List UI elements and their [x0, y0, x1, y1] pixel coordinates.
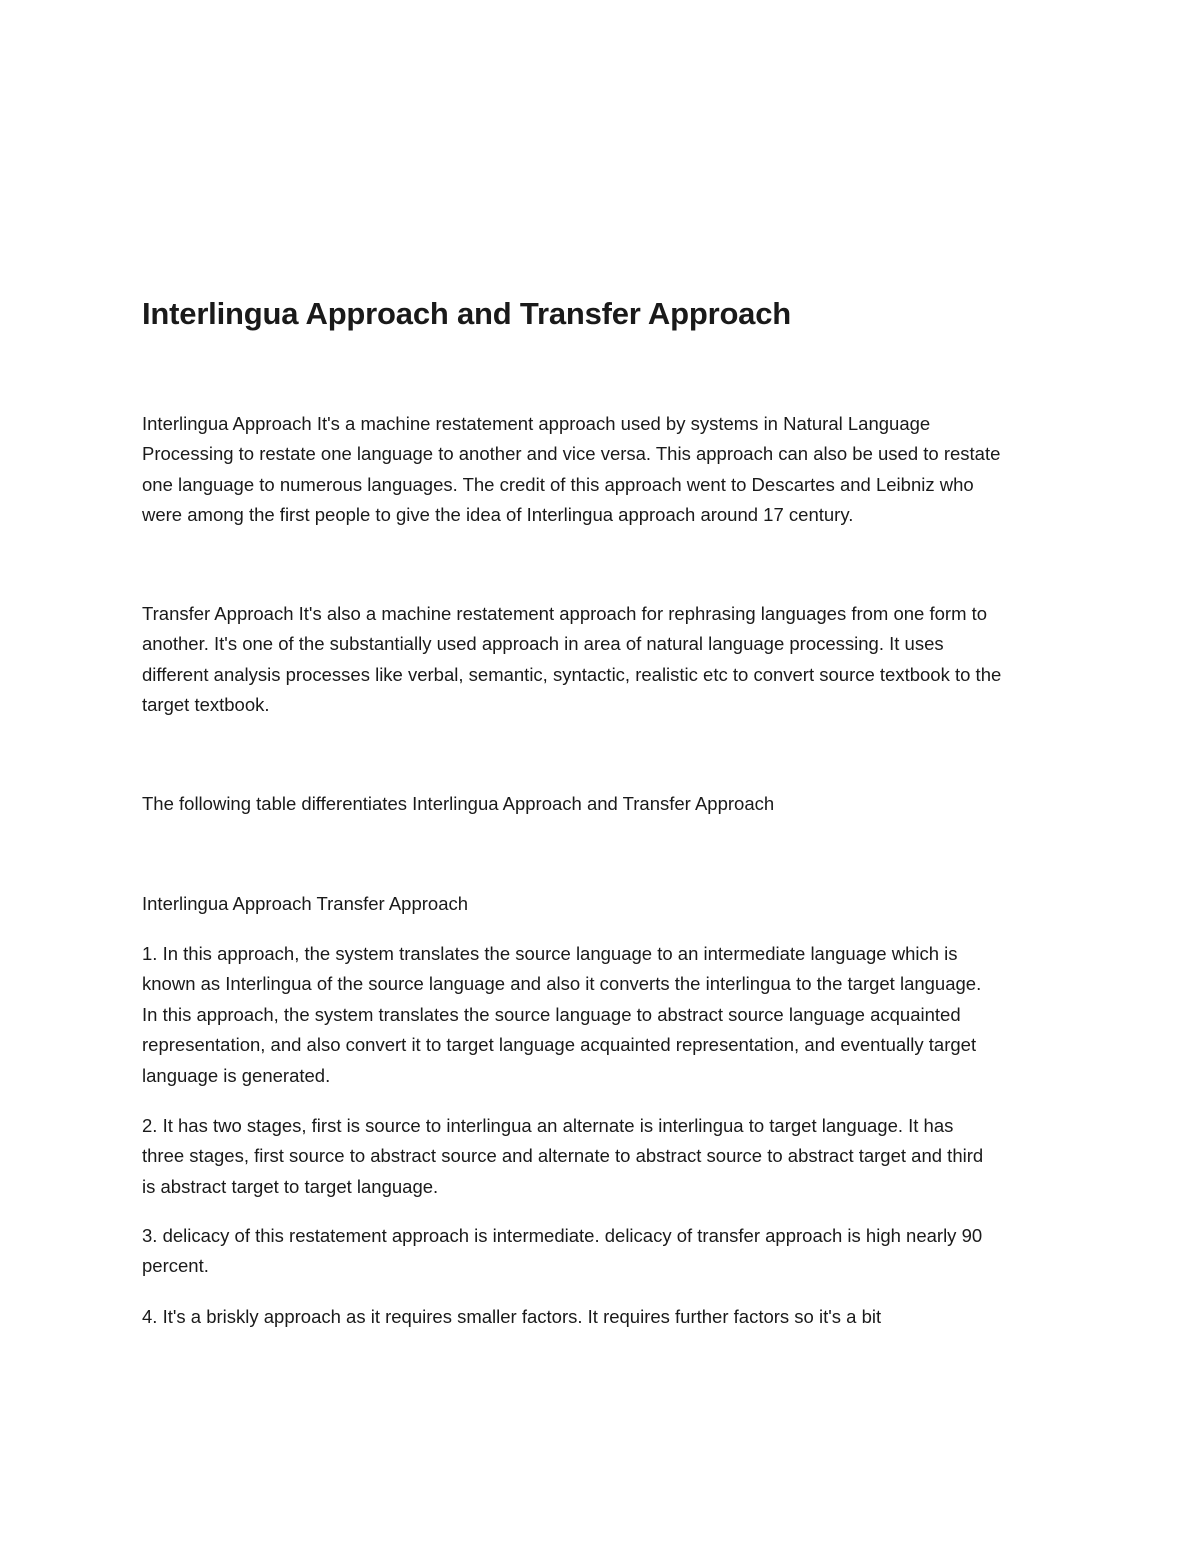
- paragraph-transfer-approach: Transfer Approach It's also a machine restatement approach for rephrasing languages from one form to another. It's one of the substantially used approach in area of natural language processing. It uses different analysis processes like verbal, semantic, syntactic, realistic etc to convert source textbook to the target textbook.: [142, 603, 1002, 716]
- table-header-row: Interlingua Approach Transfer Approach: [142, 893, 469, 914]
- document-title: Interlingua Approach and Transfer Approach: [142, 296, 792, 331]
- list-item-2: 2. It has two stages, first is source to interlingua an alternate is interlingua to target language. It has three stages, first source to abstract source and alternate to abstract source to abstract target and third is abstract target to target language.: [142, 1115, 984, 1197]
- list-item-1: 1. In this approach, the system translates the source language to an intermediate language which is known as Interlingua of the source language and also it converts the interlingua to the target language. In this approach, the system translates the source language to abstract source language acquainted representation, and also convert it to target language acquainted representation, and eventually target language is generated.: [142, 943, 982, 1086]
- list-item-4: 4. It's a briskly approach as it requires smaller factors. It requires further factors so it's a bit: [142, 1306, 882, 1327]
- list-item-3: 3. delicacy of this restatement approach is intermediate. delicacy of transfer approach is high nearly 90 percent.: [142, 1225, 983, 1277]
- paragraph-table-intro: The following table differentiates Interlingua Approach and Transfer Approach: [142, 793, 775, 814]
- paragraph-interlingua-approach: Interlingua Approach It's a machine restatement approach used by systems in Natural Language Processing to restate one language to another and vice versa. This approach can also be used to restate one language to numerous languages. The credit of this approach went to Descartes and Leibniz who were among the first people to give the idea of Interlingua approach around 17 century.: [142, 413, 1001, 526]
